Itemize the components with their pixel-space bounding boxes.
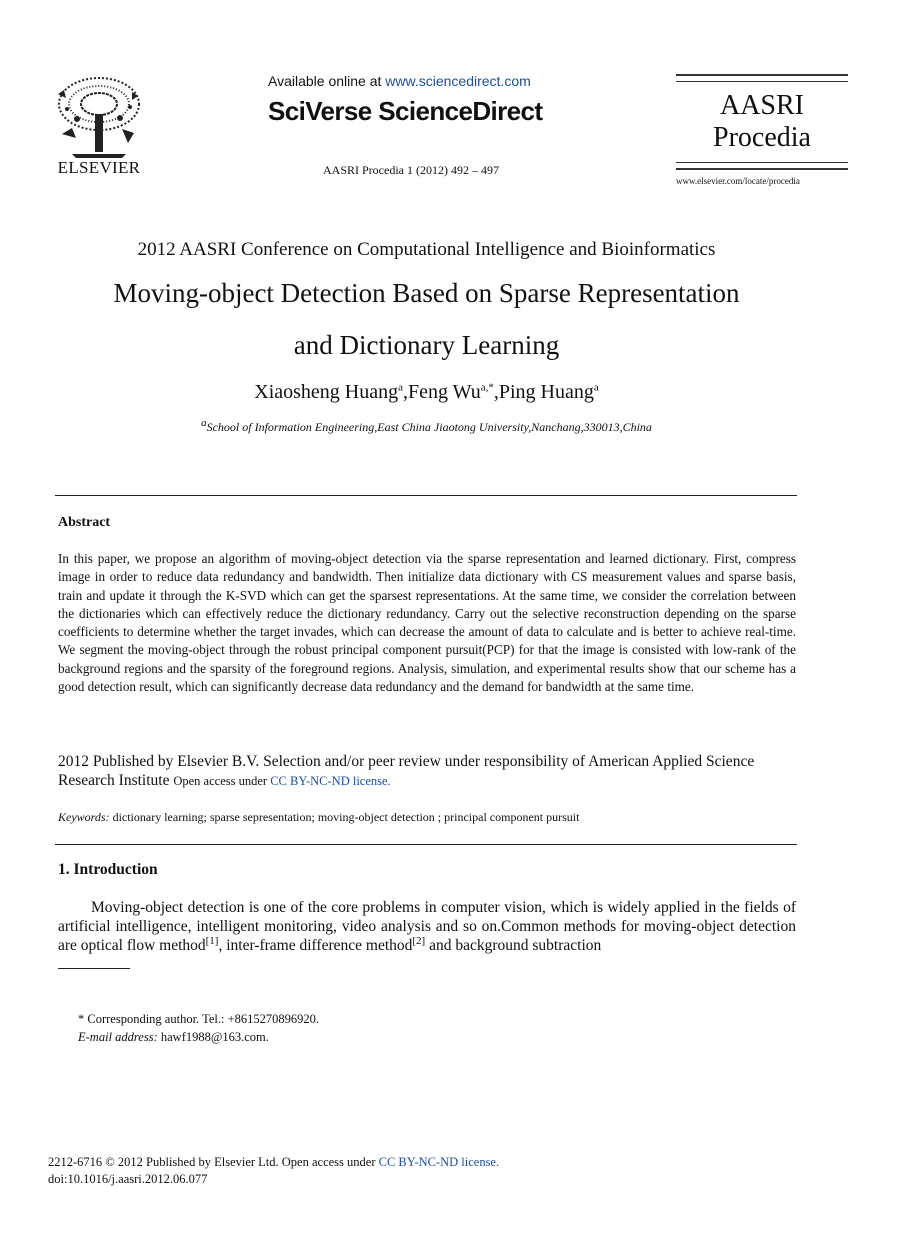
author-list [0,381,853,404]
email-address[interactable]: hawf1988@163.com. [157,1030,269,1044]
journal-name [676,90,848,154]
citation-ref-2[interactable]: [2] [412,934,426,947]
introduction-body [58,898,796,955]
section-rule-bottom [55,844,797,845]
corresponding-author-note: * Corresponding author. Tel.: +8615270896920. [78,1012,319,1026]
paper-title-line2: and Dictionary Learning [293,330,560,360]
section-rule-top [55,495,797,496]
footer-license-link[interactable]: CC BY-NC-ND license. [378,1155,500,1169]
keywords-label: Keywords: [58,810,110,824]
journal-reference: AASRI Procedia 1 (2012) 492 – 497 [323,163,499,177]
sciencedirect-link[interactable]: www.sciencedirect.com [385,73,531,89]
author-affil: a,* [480,381,494,394]
paper-title-line1: Moving-object Detection Based on Sparse Representation [113,278,740,308]
keywords-text: dictionary learning; sparse sepresentation; moving-object detection ; principal component pursuit [112,810,580,824]
affiliation [0,417,853,435]
intro-text-2: , inter-frame difference method [218,937,413,954]
intro-text-1: Moving-object detection is one of the core problems in computer vision, which is widely applied in the fields of artificial intelligence, intelligent monitoring, video analysis and so on.Common methods for moving-object detection are optical flow method [58,899,796,954]
introduction-heading: 1. Introduction [58,861,158,878]
publisher-wordmark: ELSEVIER [57,158,141,177]
issn-copyright [48,1155,499,1170]
email-note [78,1030,269,1045]
available-prefix: Available online at [268,73,386,89]
email-label: E-mail address: [78,1030,158,1044]
author-sep: , [403,381,408,403]
author-affil: a [398,381,403,394]
author-affil: a [593,381,599,394]
license-link[interactable]: CC BY-NC-ND license. [270,774,391,788]
abstract-body: In this paper, we propose an algorithm of moving-object detection via the sparse representation and learned dictionary. First, compress image in order to reduce data redundancy and bandwidth. Then initialize data dictionary with CS measurement values and sparse basis, train and update it through the K-SVD which can get the sparsest representations. At the same time, we consider the correlation between the dictionaries which can effectively reduce the dictionary redundancy. Carry out the selective reconstruction depending on the sparse coefficients to determine whether the target invades, which can decrease the amount of data to calculate and is better to achieve real-time. We segment the moving-object through the robust principal component pursuit(PCP) for that the image is consisted with low-rank of the background regions and the sparsity of the foreground regions. Analysis, simulation, and experimental results show that our scheme has a good detection result, which can significantly decrease data redundancy and the demand for bandwidth at the same time. [58,551,796,695]
affiliation-marker: a [201,417,207,429]
journal-box-bottom-rule [676,162,848,170]
publication-note [58,752,796,791]
publication-statement: 2012 Published by Elsevier B.V. Selection and/or peer review under responsibility of American Applied Science Research Institute [58,753,755,789]
citation-ref-1[interactable]: [1] [205,934,219,947]
journal-url[interactable]: www.elsevier.com/locate/procedia [676,176,800,186]
doi[interactable]: doi:10.1016/j.aasri.2012.06.077 [48,1172,208,1186]
open-access-prefix: Open access under [173,774,271,788]
journal-name-line1: AASRI [719,90,804,121]
available-online [268,73,531,89]
abstract-heading: Abstract [58,515,111,530]
author-name: Xiaosheng Huang [254,381,399,403]
keywords [58,810,796,825]
author-sep: , [493,381,499,403]
footnote-rule [58,968,130,969]
journal-box-top-rule [676,74,848,82]
author-name: Ping Huang [498,381,594,403]
issn-text: 2212-6716 © 2012 Published by Elsevier Ltd. Open access under [48,1155,379,1169]
intro-text-3: and background subtraction [425,937,602,954]
affiliation-text: School of Information Engineering,East China Jiaotong University,Nanchang,330013,China [206,420,652,434]
platform-logo: SciVerse ScienceDirect [268,96,543,126]
journal-name-line2: Procedia [713,122,811,153]
author-name: Feng Wu [408,381,481,403]
conference-name: 2012 AASRI Conference on Computational Intelligence and Bioinformatics [137,239,716,260]
